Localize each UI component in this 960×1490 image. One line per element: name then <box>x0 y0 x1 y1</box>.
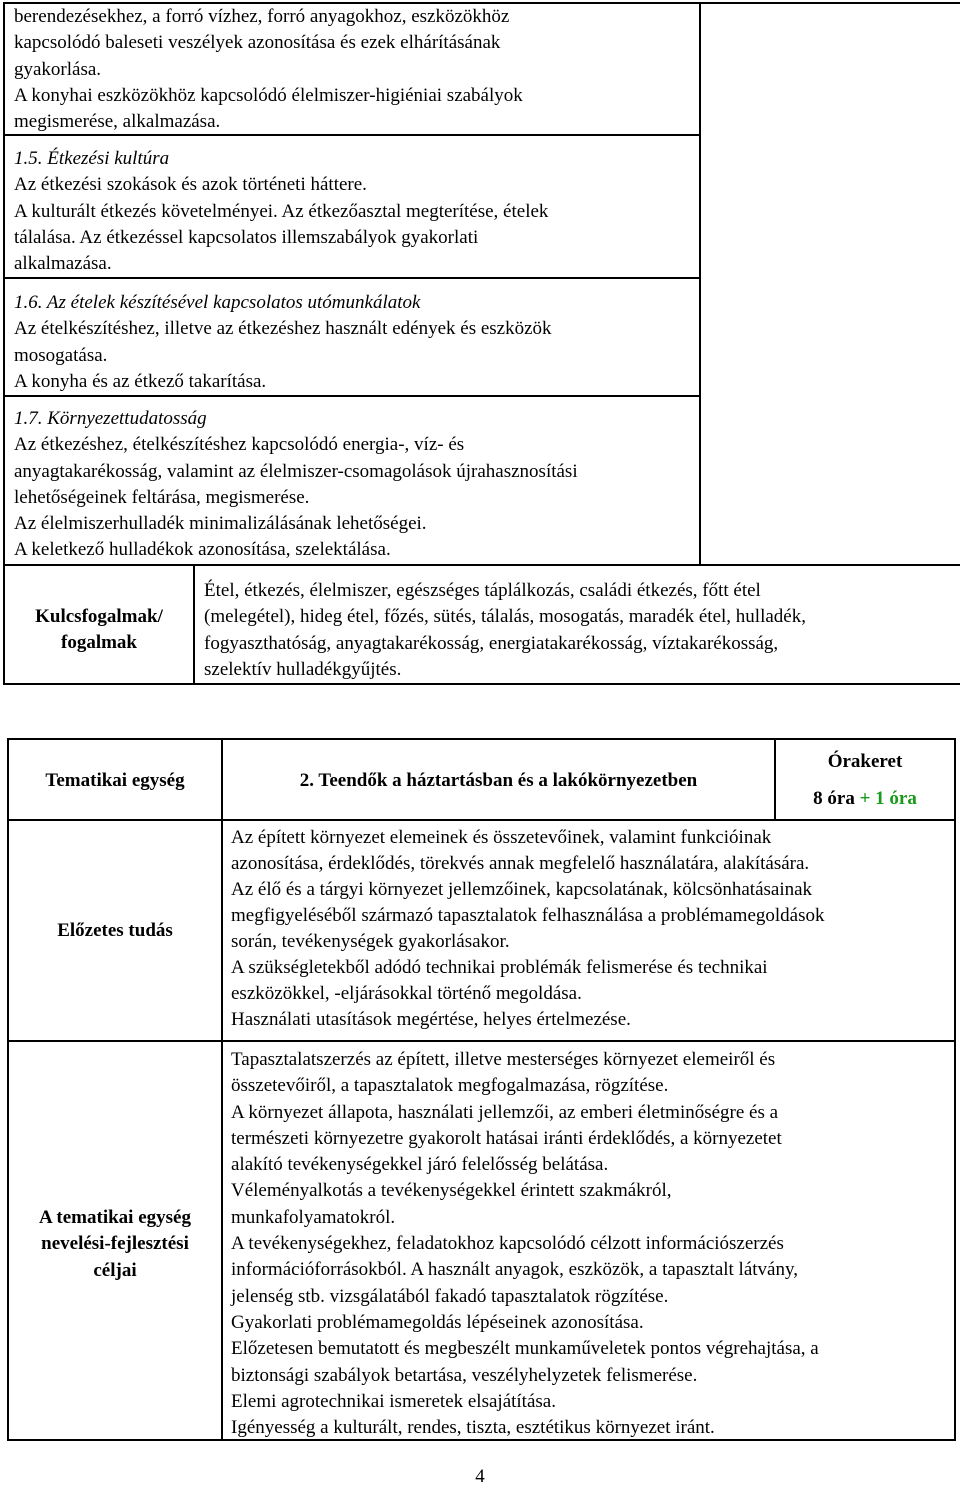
row-divider <box>5 395 699 397</box>
goals-cell <box>231 1047 953 1441</box>
text-line: Az élelmiszerhulladék minimalizálásának lehetőségei. <box>14 513 427 535</box>
goals-label <box>9 1205 221 1284</box>
section-heading: 1.5. Étkezési kultúra <box>14 148 170 169</box>
table-border <box>7 738 956 740</box>
text-line: megfigyeléséből származó tapasztalatok felhasználása a problémamegoldások <box>231 905 825 926</box>
prior-cell <box>231 825 953 1033</box>
text-line: szelektív hulladékgyűjtés. <box>204 658 402 680</box>
row-divider <box>3 564 960 566</box>
text-line: információforrásokból. A használt anyagok, eszközök, a tapasztalt látvány, <box>231 1259 798 1281</box>
content-cell <box>14 4 694 135</box>
content-cell <box>14 406 698 564</box>
table-border <box>699 2 701 566</box>
text-line: lehetőségeinek feltárása, megismerése. <box>14 486 310 508</box>
text-line: Igényesség a kulturált, rendes, tiszta, esztétikus környezet iránt. <box>231 1417 715 1439</box>
text-line: Elemi agrotechnikai ismeretek elsajátítása. <box>231 1390 556 1412</box>
text-line: Előzetesen bemutatott és megbeszélt munkaműveletek pontos végrehajtása, a <box>231 1338 819 1360</box>
label-line: A tematikai egység <box>39 1207 191 1228</box>
keywords-label <box>5 604 193 657</box>
text-line: alakító tevékenységekkel járó felelősség belátása. <box>231 1154 609 1176</box>
text-line: A konyha és az étkező takarítása. <box>14 370 267 392</box>
text-line: A konyhai eszközökhöz kapcsolódó élelmiszer-higiéniai szabályok <box>14 84 523 106</box>
text-line: gyakorlása. <box>14 58 102 80</box>
column-divider <box>221 740 223 1440</box>
text-line: munkafolyamatokról. <box>231 1206 396 1228</box>
text-line: (melegétel), hideg étel, főzés, sütés, tálalás, mosogatás, maradék étel, hulladék, <box>204 606 806 628</box>
section-heading: 1.7. Környezettudatosság <box>14 408 207 429</box>
table-border <box>3 683 960 685</box>
text-line: természeti környezetre gyakorolt hatásai iránti érdeklődés, a környezetet <box>231 1127 782 1149</box>
text-line: azonosítása, érdeklődés, törekvés annak megfelelő használatára, alakítására. <box>231 853 810 874</box>
row-divider <box>7 819 956 821</box>
text-line: során, tevékenységek gyakorlásakor. <box>231 931 510 952</box>
unit-label: Tematikai egység <box>45 770 185 791</box>
text-line: A környezet állapota, használati jellemzői, az emberi életminőségre és a <box>231 1101 779 1123</box>
text-line: A szükségletekből adódó technikai problémák felismerése és technikai <box>231 957 768 978</box>
table-border <box>3 2 5 684</box>
text-line: berendezésekhez, a forró vízhez, forró anyagokhoz, eszközökhöz <box>14 6 510 27</box>
section-heading: 1.6. Az ételek készítésével kapcsolatos utómunkálatok <box>14 292 421 313</box>
text-line: jelenség stb. vizsgálatából fakadó tapasztalatok rögzítése. <box>231 1285 669 1307</box>
content-cell <box>14 146 694 277</box>
text-line: összetevőiről, a tapasztalatok megfogalmazása, rögzítése. <box>231 1075 669 1097</box>
content-cell <box>14 290 694 395</box>
page-number: 4 <box>475 1466 485 1487</box>
text-line: Véleményalkotás a tevékenységekkel érintett szakmákról, <box>231 1180 672 1202</box>
text-line: Az épített környezet elemeinek és összetevőinek, valamint funkcióinak <box>231 827 772 848</box>
label-line: nevelési-fejlesztési <box>41 1233 189 1255</box>
hours-base: 8 óra <box>813 788 855 809</box>
text-line: kapcsolódó baleseti veszélyek azonosítása és ezek elhárításának <box>14 32 501 54</box>
text-line: A kulturált étkezés követelményei. Az étkezőasztal megterítése, ételek <box>14 200 549 222</box>
text-line: Gyakorlati problémamegoldás lépéseinek azonosítása. <box>231 1311 644 1333</box>
text-line: Az étkezési szokások és azok történeti háttere. <box>14 174 367 196</box>
text-line: Étel, étkezés, élelmiszer, egészséges táplálkozás, családi étkezés, főtt étel <box>204 580 761 601</box>
text-line: Tapasztalatszerzés az épített, illetve mesterséges környezet elemeiről és <box>231 1049 776 1070</box>
hours-value <box>776 786 954 812</box>
table-border <box>954 738 956 1441</box>
text-line: Az ételkészítéshez, illetve az étkezéshez használt edények és eszközök <box>14 318 552 340</box>
text-line: tálalása. Az étkezéssel kapcsolatos illemszabályok gyakorlati <box>14 226 479 248</box>
table-border <box>7 738 9 1441</box>
label-line: Kulcsfogalmak/ <box>35 606 163 627</box>
column-divider <box>193 566 195 684</box>
text-line: Használati utasítások megértése, helyes értelmezése. <box>231 1009 631 1030</box>
text-line: alkalmazása. <box>14 253 112 275</box>
label-line: céljai <box>93 1259 137 1281</box>
unit-title: 2. Teendők a háztartásban és a lakókörnyezetben <box>299 770 698 791</box>
text-line: mosogatása. <box>14 344 108 366</box>
text-line: Az étkezéshez, ételkészítéshez kapcsolódó energia-, víz- és <box>14 434 465 456</box>
text-line: Az élő és a tárgyi környezet jellemzőinek, kapcsolatának, kölcsönhatásainak <box>231 879 813 900</box>
hours-plus: + 1 óra <box>859 788 917 809</box>
prior-label: Előzetes tudás <box>57 920 173 941</box>
text-line: eszközökkel, -eljárásokkal történő megoldása. <box>231 983 582 1004</box>
text-line: anyagtakarékosság, valamint az élelmiszer-csomagolások újrahasznosítási <box>14 460 578 482</box>
text-line: fogyaszthatóság, anyagtakarékosság, energiatakarékosság, víztakarékosság, <box>204 632 779 654</box>
keywords-cell <box>204 578 960 683</box>
row-divider <box>7 1040 956 1042</box>
hours-label: Órakeret <box>827 751 903 772</box>
text-line: megismerése, alkalmazása. <box>14 111 221 133</box>
text-line: biztonsági szabályok betartása, veszélyhelyzetek felismerése. <box>231 1364 698 1386</box>
text-line: A tevékenységekhez, feladatokhoz kapcsolódó célzott információszerzés <box>231 1233 784 1255</box>
text-line: A keletkező hulladékok azonosítása, szelektálása. <box>14 539 391 561</box>
label-line: fogalmak <box>61 632 137 654</box>
